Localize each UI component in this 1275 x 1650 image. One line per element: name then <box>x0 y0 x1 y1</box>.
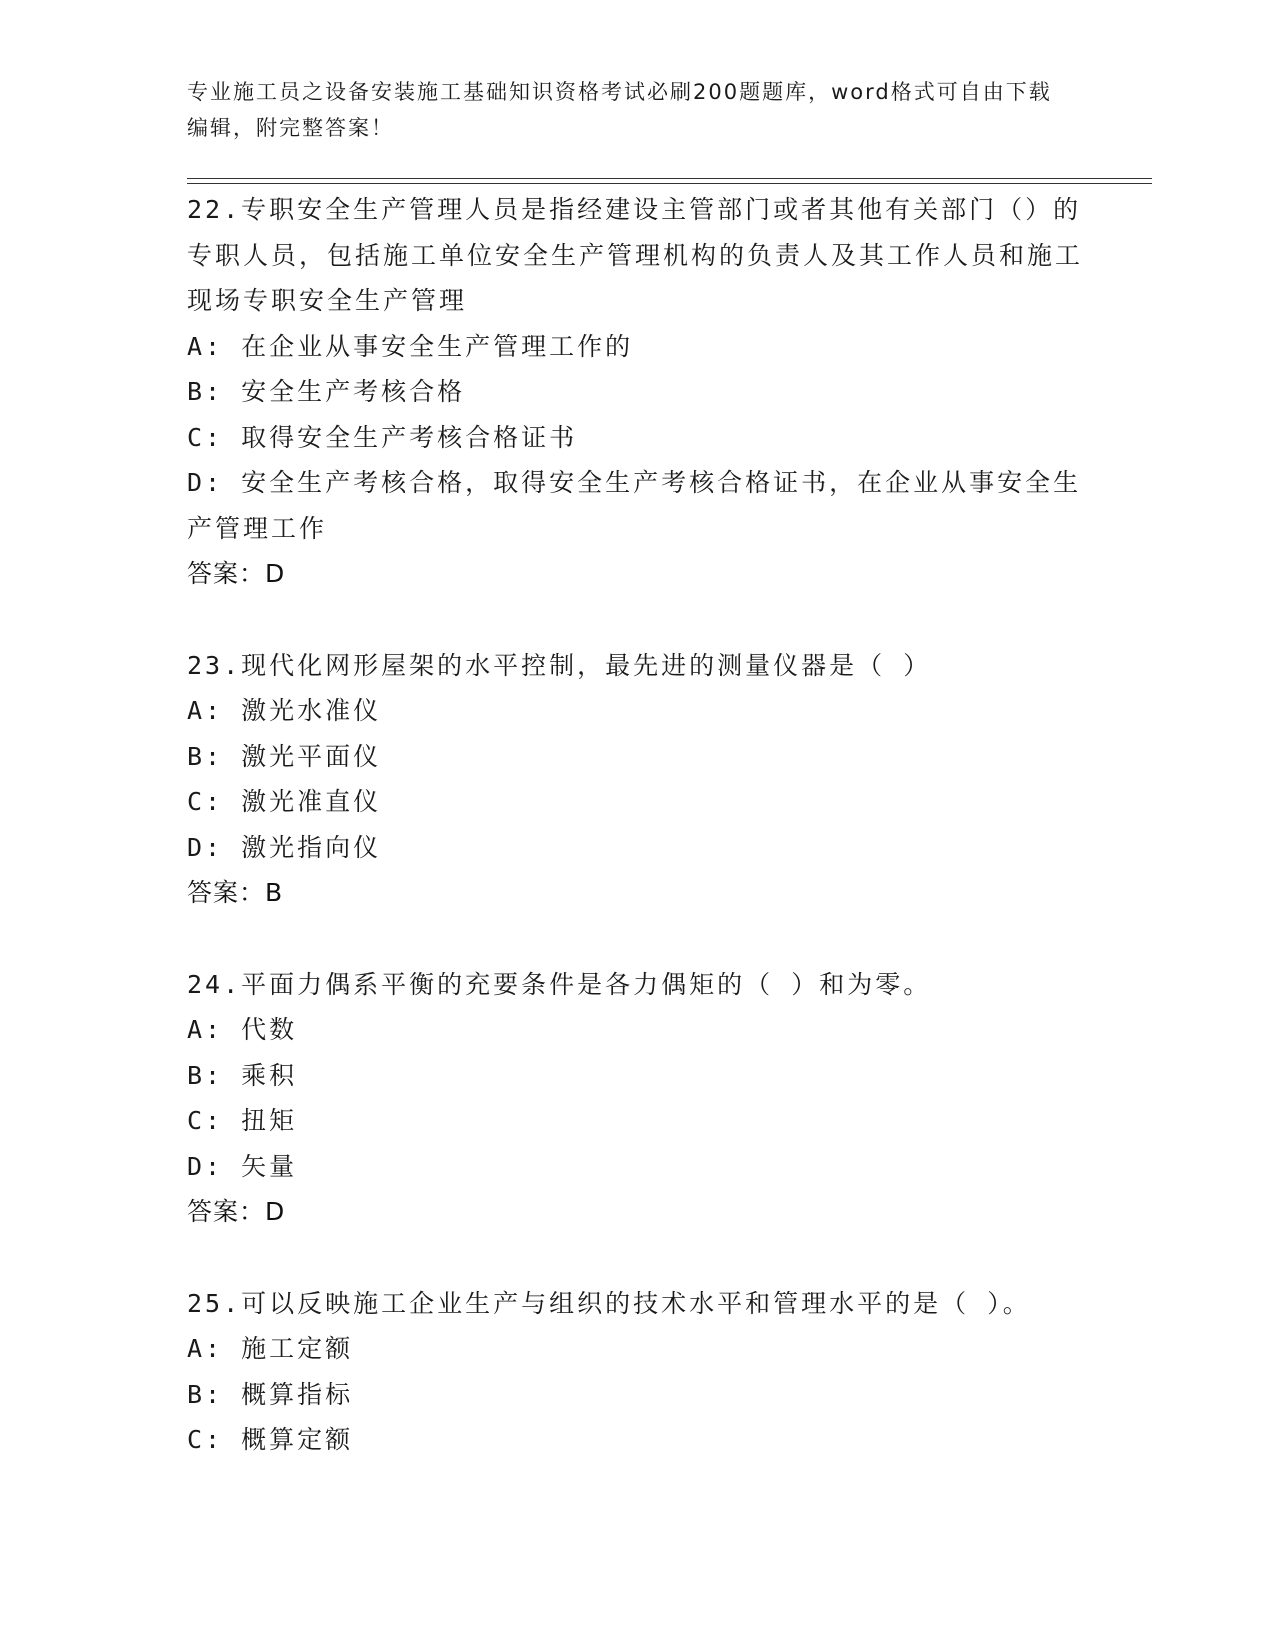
option-c: C: 概算定额 <box>187 1425 354 1454</box>
question-stem: 23.现代化网形屋架的水平控制，最先进的测量仪器是（ ） <box>187 650 932 680</box>
option-a: A: 在企业从事安全生产管理工作的 <box>187 331 634 361</box>
header-divider-bottom <box>187 183 1152 184</box>
header-divider-top <box>187 178 1152 179</box>
question-stem: 24.平面力偶系平衡的充要条件是各力偶矩的（ ）和为零。 <box>187 969 932 999</box>
answer-label: 答案：D <box>187 559 286 588</box>
question-list <box>187 187 1087 1509</box>
option-b: B: 安全生产考核合格 <box>187 377 466 406</box>
question-22 <box>187 187 1087 597</box>
option-c: C: 激光准直仪 <box>187 787 382 816</box>
option-a: A: 激光水准仪 <box>187 696 382 725</box>
option-b: B: 激光平面仪 <box>187 741 382 771</box>
option-b: B: 概算指标 <box>187 1379 354 1409</box>
option-a: A: 代数 <box>187 1015 298 1044</box>
question-stem: 25.可以反映施工企业生产与组织的技术水平和管理水平的是（ ）。 <box>187 1288 1031 1318</box>
option-b: B: 乘积 <box>187 1060 298 1090</box>
option-c: C: 取得安全生产考核合格证书 <box>187 422 578 452</box>
question-25 <box>187 1281 1087 1463</box>
answer-label: 答案：D <box>187 1197 286 1226</box>
option-d: D: 安全生产考核合格，取得安全生产考核合格证书，在企业从事安全生产管理工作 <box>187 468 1082 543</box>
document-header: 专业施工员之设备安装施工基础知识资格考试必刷200题题库，word格式可自由下载编辑，附完整答案！ <box>187 80 1052 140</box>
option-c: C: 扭矩 <box>187 1106 298 1135</box>
question-23 <box>187 643 1087 916</box>
option-d: D: 矢量 <box>187 1151 298 1181</box>
question-24 <box>187 962 1087 1235</box>
option-a: A: 施工定额 <box>187 1334 354 1363</box>
answer-label: 答案：B <box>187 878 284 907</box>
option-d: D: 激光指向仪 <box>187 832 382 862</box>
question-stem: 22.专职安全生产管理人员是指经建设主管部门或者其他有关部门（）的专职人员，包括施工单位安全生产管理机构的负责人及其工作人员和施工现场专职安全生产管理 <box>187 195 1084 315</box>
